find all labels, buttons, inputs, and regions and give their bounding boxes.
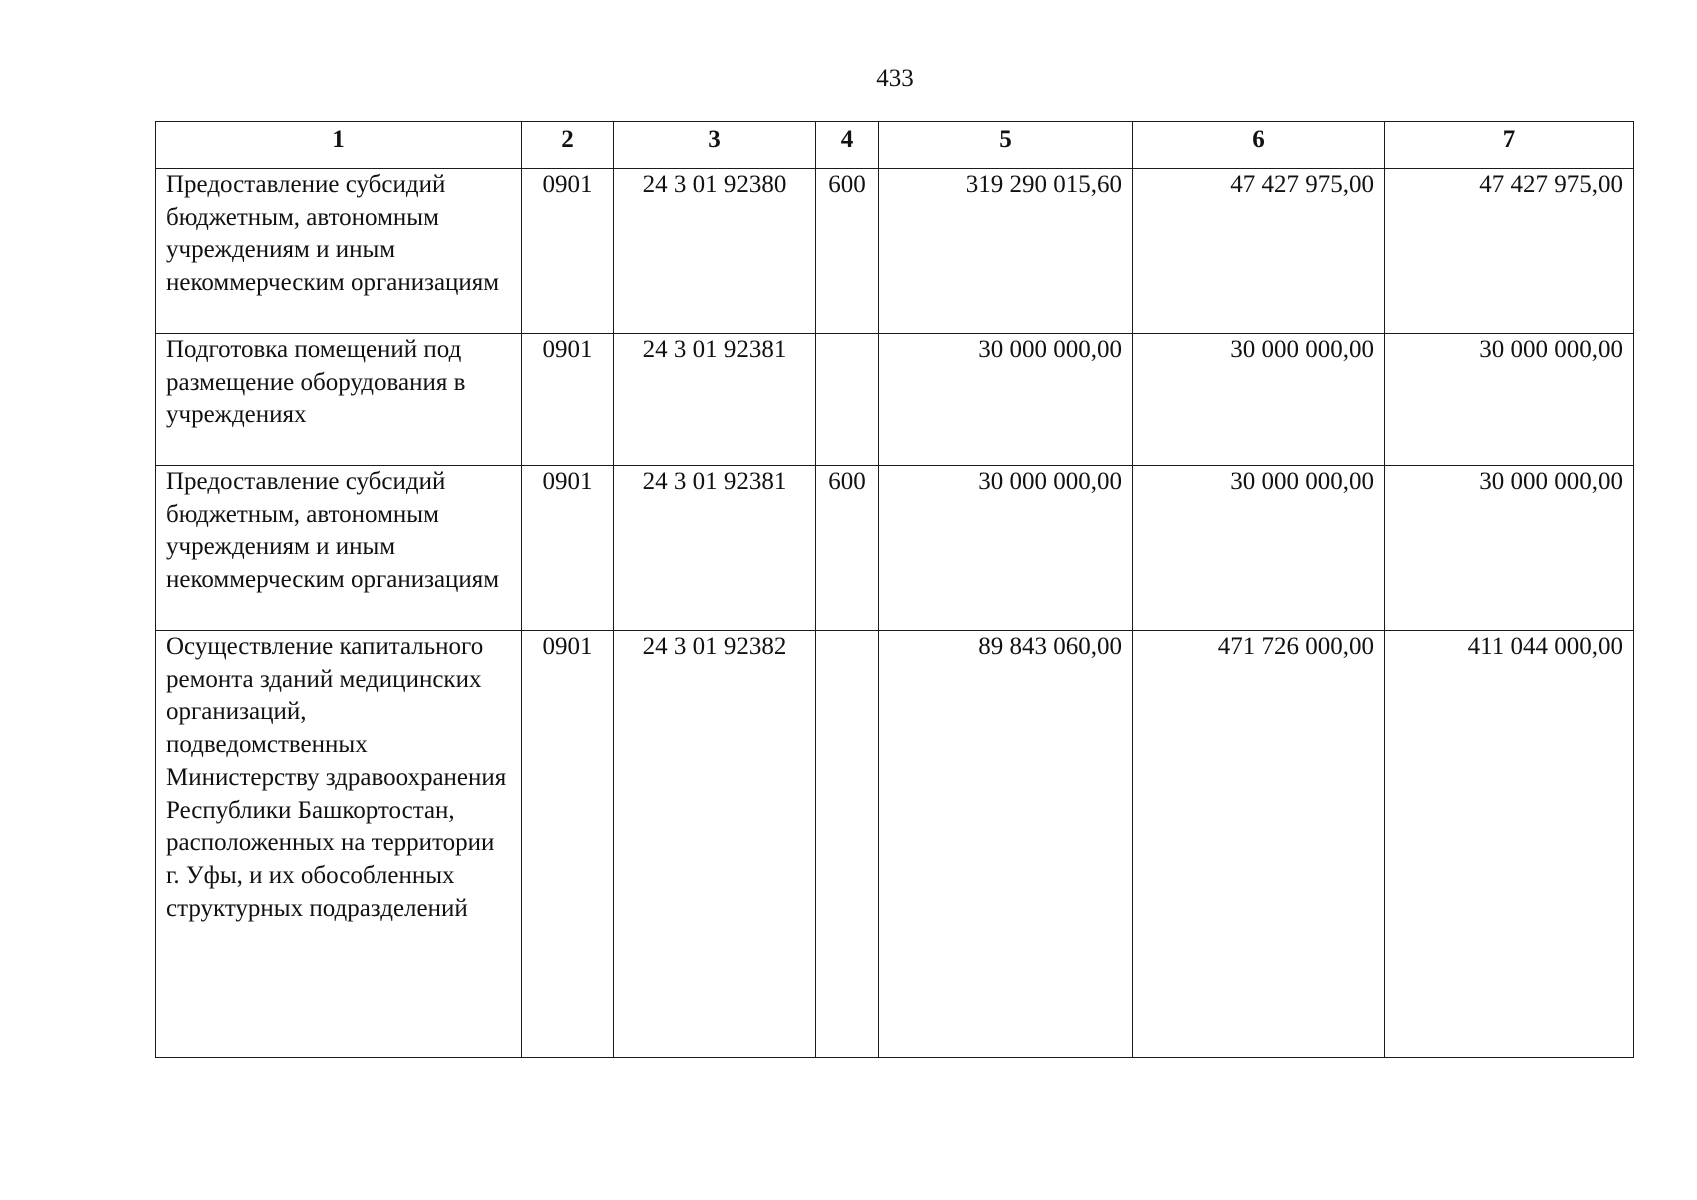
row-name: Предоставление субсидий бюджетным, автономным учреждениям и иным некоммерческим организациям [156,169,522,334]
row-name: Осуществление капитального ремонта зданий медицинских организаций, подведомственных Министерству здравоохранения Республики Башкортостан, расположенных на территории г. Уфы, и их обособленных структурных подразделений [156,631,522,1058]
row-amount-3: 30 000 000,00 [1385,334,1634,466]
table-row [156,334,1634,466]
row-section: 0901 [522,466,614,631]
row-amount-3: 411 044 000,00 [1385,631,1634,1058]
row-amount-1: 319 290 015,60 [879,169,1133,334]
header-row [156,122,1634,169]
row-amount-1: 30 000 000,00 [879,466,1133,631]
header-col-1: 1 [156,122,522,169]
header-col-5: 5 [879,122,1133,169]
row-section: 0901 [522,334,614,466]
row-target: 24 3 01 92381 [614,466,816,631]
row-name: Подготовка помещений под размещение оборудования в учреждениях [156,334,522,466]
header-col-3: 3 [614,122,816,169]
table-body [156,169,1634,1058]
table-header [156,122,1634,169]
budget-table [155,121,1634,1058]
row-amount-1: 89 843 060,00 [879,631,1133,1058]
row-amount-3: 47 427 975,00 [1385,169,1634,334]
row-target: 24 3 01 92382 [614,631,816,1058]
row-section: 0901 [522,631,614,1058]
page-number: 433 [876,65,914,92]
row-amount-3: 30 000 000,00 [1385,466,1634,631]
header-col-7: 7 [1385,122,1634,169]
table-row [156,631,1634,1058]
table-row [156,169,1634,334]
row-target: 24 3 01 92380 [614,169,816,334]
row-expense-type [816,631,879,1058]
header-col-4: 4 [816,122,879,169]
row-name: Предоставление субсидий бюджетным, автономным учреждениям и иным некоммерческим организациям [156,466,522,631]
row-amount-2: 471 726 000,00 [1133,631,1385,1058]
row-amount-1: 30 000 000,00 [879,334,1133,466]
row-expense-type [816,334,879,466]
table-row [156,466,1634,631]
row-section: 0901 [522,169,614,334]
header-col-2: 2 [522,122,614,169]
row-expense-type: 600 [816,169,879,334]
row-target: 24 3 01 92381 [614,334,816,466]
row-amount-2: 47 427 975,00 [1133,169,1385,334]
header-col-6: 6 [1133,122,1385,169]
row-amount-2: 30 000 000,00 [1133,334,1385,466]
row-amount-2: 30 000 000,00 [1133,466,1385,631]
row-expense-type: 600 [816,466,879,631]
